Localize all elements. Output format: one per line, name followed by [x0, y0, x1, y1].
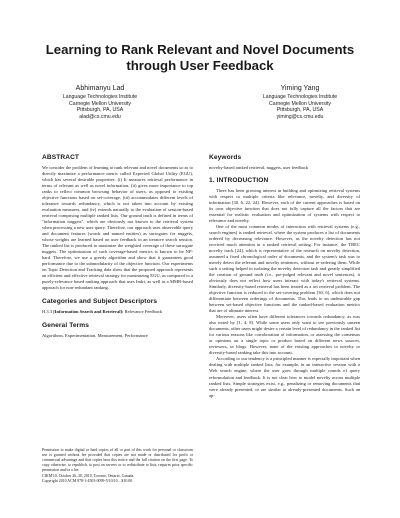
left-column — [42, 154, 193, 339]
author-city: Pittsburgh, PA, USA — [76, 107, 124, 114]
permission-text: Permission to make digital or hard copies of all or part of this work for personal or classroom use is granted without fee provided that copies are not made or distributed for profit or commercial advantage and that copies bear this notice and the full citation on the first page. To copy otherwise, to republish, to post on servers or to redistribute to lists, requires prior specific permission and/or a fee. — [42, 448, 193, 472]
author-block — [0, 84, 400, 120]
intro-paragraph-1: There has been growing interest in building and optimizing retrieval systems with respect to multiple criteria like relevance, novelty, and diversity of information [30, 6, 22, 24]. However, each of the current approaches is based on its own objective function that does not fully capture all the factors that are essential for realistic evaluation and optimization of systems with respect to relevance and novelty. — [209, 188, 360, 224]
author-2 — [200, 84, 400, 120]
author-email: yiming@cs.cmu.edu — [276, 113, 324, 120]
conference-line: CIKM'10, October 26–30, 2010, Toronto, Ontario, Canada. — [42, 474, 135, 479]
author-name: Yiming Yang — [280, 85, 320, 92]
category-bold: [Information Search and Retrieval]: — [53, 309, 124, 315]
introduction-heading: 1. INTRODUCTION — [209, 177, 269, 185]
keywords-heading: Keywords — [209, 154, 242, 161]
intro-paragraph-4: According to our tendency is a principled manner is especially important when dealing with multiple ranked lists, for example, in an interactive session with a Web search engine, where the user goes through multiple rounds of query reformulation and feedback. It is not clear how to model novelty across multiple ranked lists. Simple strategies exist, e.g., penalizing or removing documents that were already presented, or are similar to already-presented documents. Such an ap- — [209, 356, 360, 398]
categories-heading: Categories and Subject Descriptors — [42, 298, 158, 306]
permission-footnote — [42, 448, 193, 484]
intro-paragraph-2: One of the most common modes of interaction with retrieval systems (e.g., search engines) is ranked retrieval, where the system produces a list of documents ordered by decreasing relevance. However, as the novelty detection has not received much attention in a ranked retrieval setting. For instance, the TREC novelty track [24], which is representative of the research on novelty detection, assumed a fixed chronological order of documents, and the system's task was to merely detect the relevant and novelty sentences, without re-ordering them. While such a setting helped in isolating the novelty detection task and greatly simplified the creation of ground truth (i.e., pre-judged relevant and novel sentences), it obviously does not reflect how users interact with today's retrieval systems. Similarly, diversity-based retrieval has been treated as a set retrieval problem. The objective function is reduced to the set-covering problem [30, 6], which does not differentiate between orderings of documents. This leads to an undesirable gap between set-based objective functions and the ranked-based evaluation metrics that are of ultimate interest. — [209, 224, 360, 314]
author-dept: Language Technologies Institute — [262, 94, 338, 100]
author-name: Abhimanyu Lad — [75, 85, 125, 92]
author-email: alad@cs.cmu.edu — [79, 113, 121, 120]
author-univ: Carnegie Mellon University — [269, 100, 331, 107]
paper-title: Learning to Rank Relevant and Novel Documents through User Feedback — [45, 42, 355, 73]
category-rest: Relevance Feedback — [123, 309, 163, 315]
abstract-heading: ABSTRACT — [42, 154, 80, 161]
copyright-line: Copyright 2010 ACM 978-1-4503-0099-5/10/10 ...$10.00. — [42, 478, 134, 483]
right-column — [209, 154, 360, 399]
keywords-text: novelty-based ranked retrieval, nuggets, user feedback — [209, 165, 309, 170]
category-code: H.3.3 — [42, 309, 53, 315]
author-1 — [0, 84, 200, 120]
intro-paragraph-3: Moreover, users often have different tolerances towards redundancy, as was also noted by [1, 4, 8]. While some users only want to see previously unseen documents, other users might desire a certain level of redundancy in the ranked list for various reasons like corroboration of information, or assessing the consensus or opinions on a single topic or product based on different news sources, reviewers, or blogs. However, none of the existing approaches to novelty or diversity-based ranking take this into account. — [209, 314, 361, 356]
categories-text — [42, 309, 193, 315]
author-city: Pittsburgh, PA, USA — [276, 107, 324, 114]
author-univ: Carnegie Mellon University — [69, 100, 131, 107]
author-dept: Language Technologies Institute — [62, 94, 138, 100]
general-terms-text: Algorithms, Experimentation, Measurement, Performance — [42, 333, 148, 339]
abstract-text: We consider the problem of learning to rank relevant and novel documents so as to directly maximize a performance metric called Expected Global Utility (EGU), which has several desirable properties: (i) It measures retrieval performance in terms of relevant as well as novel information, (ii) gives more importance to top ranks to reflect common browsing behavior of users, as opposed to existing objective functions based on set-coverage, (iii) accommodates different levels of tolerance towards redundancy, which is not taken into account by existing evaluation measures, and (iv) extends naturally to the evaluation of session-based retrieval comprising multiple ranked lists. Our ground truth is defined in terms of "information nuggets", which are obviously not known to the retrieval system when processing a new user query. Therefore, our approach uses observable query and document features (words and named entities) as surrogates for nuggets, whose weights are learned based on user feedback in an iterative search session. The ranked list is produced to maximize the weighted coverage of these surrogate nuggets. The optimization of such coverage-based metrics is known to be NP-hard. Therefore, we use a greedy algorithm and show that it guarantees good performance due to the submodularity of the objective function. Our experiments on Topic Detection and Tracking data show that the proposed approach represents an efficient and effective retrieval strategy for maximizing EGU, as compared to a purely-relevance based ranking approach that uses Indri, as well as a MMR-based approach for non-redundant ranking. — [42, 165, 193, 291]
general-terms-heading: General Terms — [42, 322, 89, 330]
